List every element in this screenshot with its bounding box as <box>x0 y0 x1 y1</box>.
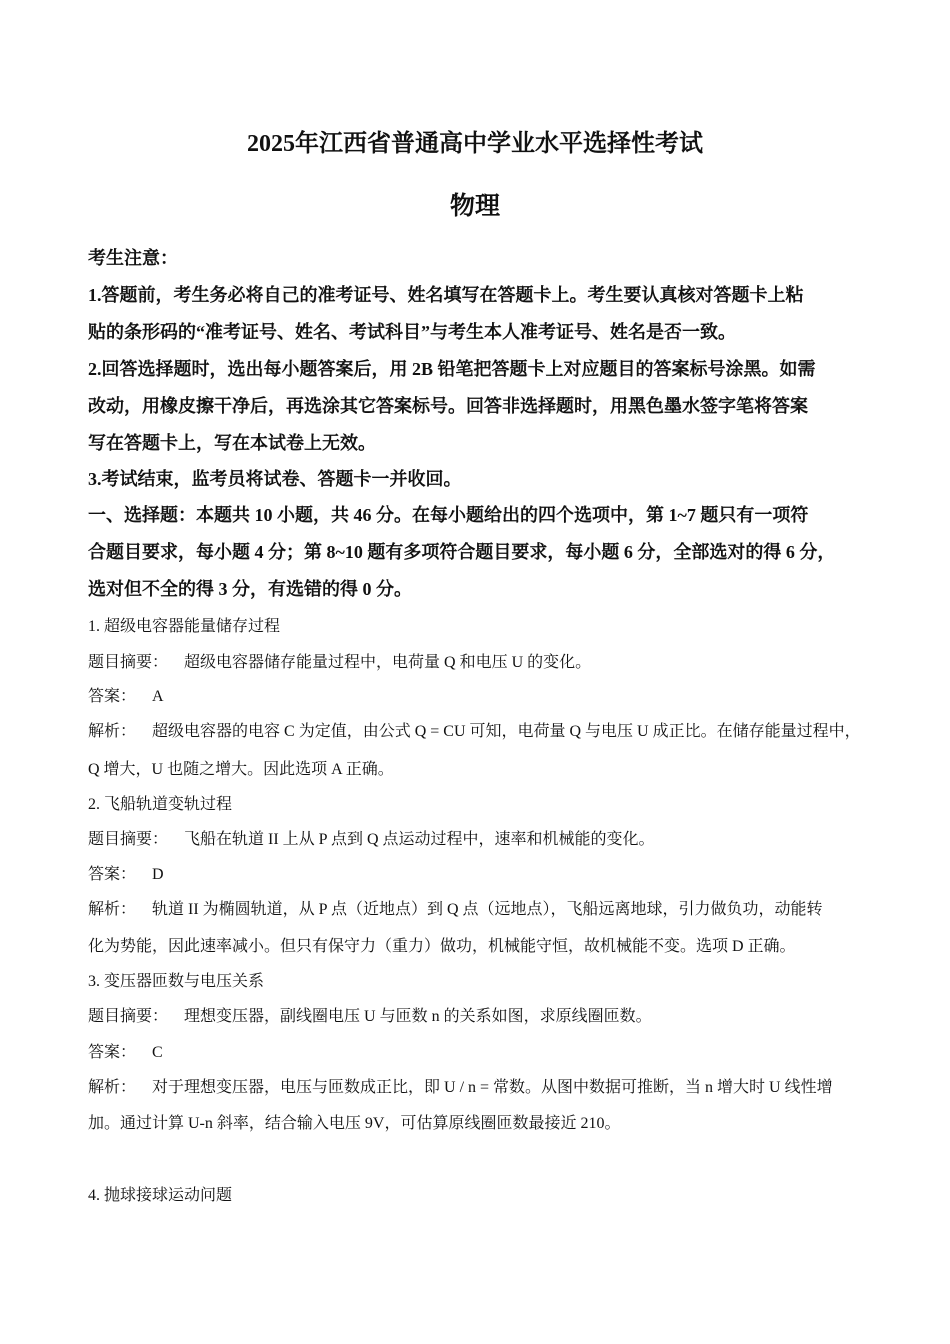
question-title: 2. 飞船轨道变轨过程 <box>88 796 233 813</box>
answer-label: 答案： <box>88 1044 137 1061</box>
analysis-continuation: Q 增大，U 也随之增大。因此选项 A 正确。 <box>88 761 394 778</box>
summary-text: 超级电容器储存能量过程中，电荷量 Q 和电压 U 的变化。 <box>184 654 592 671</box>
notice-heading: 考生注意： <box>88 248 178 268</box>
question-summary <box>88 649 591 672</box>
subject-title: 物理 <box>449 193 500 220</box>
question-analysis <box>88 896 823 919</box>
section-instruction: 选对但不全的得 3 分，有选错的得 0 分。 <box>88 579 412 599</box>
notice-line: 贴的条形码的“准考证号、姓名、考试科目”与考生本人准考证号、姓名是否一致。 <box>88 322 736 342</box>
answer-label: 答案： <box>88 866 137 883</box>
notice-line: 2.回答选择题时，选出每小题答案后，用 2B 铅笔把答题卡上对应题目的答案标号涂黑。如需 <box>88 359 816 379</box>
analysis-text: 超级电容器的电容 C 为定值，由公式 Q = CU 可知，电荷量 Q 与电压 U 成正比。在储存能量过程中， <box>152 723 861 740</box>
answer-value: C <box>152 1044 163 1061</box>
question-answer <box>88 861 164 884</box>
analysis-text: 对于理想变压器，电压与匝数成正比，即 U / n = 常数。从图中数据可推断，当 n 增大时 U 线性增 <box>152 1079 833 1096</box>
question-summary <box>88 826 655 849</box>
analysis-continuation: 化为势能，因此速率减小。但只有保守力（重力）做功，机械能守恒，故机械能不变。选项 D 正确。 <box>88 938 796 955</box>
summary-label: 题目摘要： <box>88 1008 169 1025</box>
question-title: 1. 超级电容器能量储存过程 <box>88 618 281 635</box>
analysis-label: 解析： <box>88 901 137 918</box>
question-title: 3. 变压器匝数与电压关系 <box>88 973 265 990</box>
summary-text: 飞船在轨道 II 上从 P 点到 Q 点运动过程中，速率和机械能的变化。 <box>184 831 655 848</box>
summary-text: 理想变压器，副线圈电压 U 与匝数 n 的关系如图，求原线圈匝数。 <box>184 1008 652 1025</box>
analysis-text: 轨道 II 为椭圆轨道，从 P 点（近地点）到 Q 点（远地点），飞船远离地球，引力做负功，动能转 <box>152 901 823 918</box>
section-instruction: 一、选择题：本题共 10 小题，共 46 分。在每小题给出的四个选项中，第 1~7 题只有一项符 <box>88 505 809 525</box>
summary-label: 题目摘要： <box>88 831 169 848</box>
question-answer <box>88 1039 163 1062</box>
answer-label: 答案： <box>88 688 137 705</box>
answer-value: A <box>152 688 164 705</box>
exam-title: 2025年江西省普通高中学业水平选择性考试 <box>247 131 703 157</box>
analysis-label: 解析： <box>88 1079 137 1096</box>
analysis-continuation: 加。通过计算 U-n 斜率，结合输入电压 9V，可估算原线圈匝数最接近 210。 <box>88 1115 621 1132</box>
summary-label: 题目摘要： <box>88 654 169 671</box>
answer-value: D <box>152 866 164 883</box>
question-answer <box>88 683 164 706</box>
notice-line: 写在答题卡上，写在本试卷上无效。 <box>88 433 376 453</box>
analysis-label: 解析： <box>88 723 137 740</box>
notice-line: 改动，用橡皮擦干净后，再选涂其它答案标号。回答非选择题时，用黑色墨水签字笔将答案 <box>88 396 808 416</box>
question-analysis <box>88 1074 833 1097</box>
question-analysis <box>88 718 861 741</box>
notice-line: 3.考试结束，监考员将试卷、答题卡一并收回。 <box>88 469 462 489</box>
question-summary <box>88 1003 652 1026</box>
question-title: 4. 抛球接球运动问题 <box>88 1187 233 1204</box>
section-instruction: 合题目要求，每小题 4 分；第 8~10 题有多项符合题目要求，每小题 6 分，全部选对的得 6 分， <box>88 542 836 562</box>
notice-line: 1.答题前，考生务必将自己的准考证号、姓名填写在答题卡上。考生要认真核对答题卡上粘 <box>88 285 804 305</box>
